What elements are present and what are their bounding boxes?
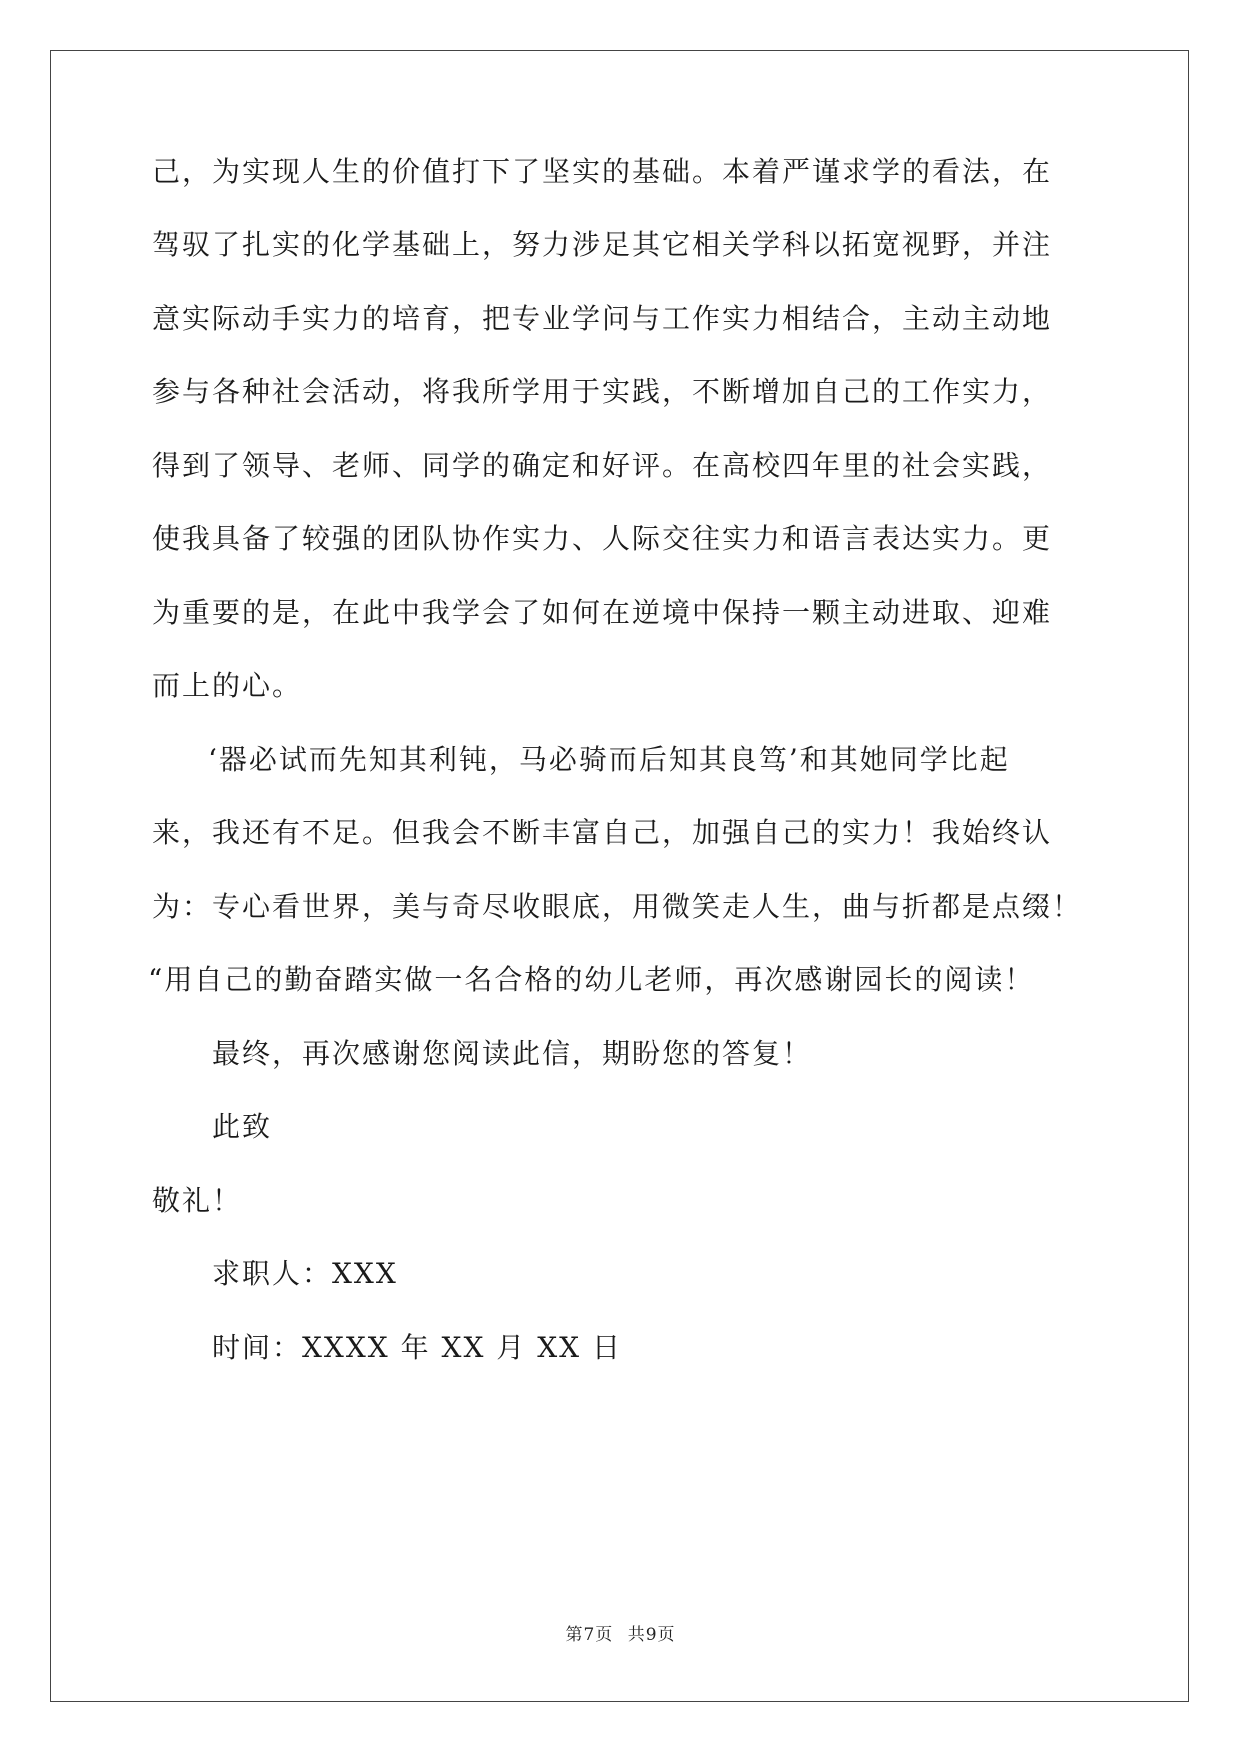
text-line: 意实际动手实力的培育，把专业学问与工作实力相结合，主动主动地 [152, 302, 1053, 335]
page-total: 共9页 [627, 1625, 676, 1645]
text-line: 来，我还有不足。但我会不断丰富自己，加强自己的实力！我始终认 [152, 816, 1053, 849]
text-line: ‘器必试而先知其利钝，马必骑而后知其良笃’和其她同学比起 [208, 743, 1010, 776]
signature-line: 求职人：XXX [212, 1257, 398, 1290]
page-border [50, 50, 1189, 1702]
salutation-line: 敬礼！ [152, 1184, 243, 1217]
text-line: 使我具备了较强的团队协作实力、人际交往实力和语言表达实力。更 [152, 522, 1053, 555]
text-line: 得到了领导、老师、同学的确定和好评。在高校四年里的社会实践， [152, 449, 1053, 482]
page-footer [0, 1620, 1241, 1645]
salutation-line: 此致 [212, 1110, 273, 1143]
text-line: 参与各种社会活动，将我所学用于实践，不断增加自己的工作实力， [152, 375, 1053, 408]
text-line: 驾驭了扎实的化学基础上，努力涉足其它相关学科以拓宽视野，并注 [152, 228, 1053, 261]
page-number: 第7页 [565, 1625, 614, 1645]
date-line: 时间：XXXX 年 XX 月 XX 日 [212, 1331, 622, 1364]
text-line: 为重要的是，在此中我学会了如何在逆境中保持一颗主动进取、迎难 [152, 596, 1053, 629]
text-line: 己，为实现人生的价值打下了坚实的基础。本着严谨求学的看法，在 [152, 155, 1053, 188]
text-line: “用自己的勤奋踏实做一名合格的幼儿老师，再次感谢园长的阅读！ [148, 963, 1035, 996]
text-line: 为：专心看世界，美与奇尽收眼底，用微笑走人生，曲与折都是点缀！ [152, 890, 1083, 923]
closing-line: 最终，再次感谢您阅读此信，期盼您的答复！ [212, 1037, 813, 1070]
text-line: 而上的心。 [152, 669, 303, 702]
